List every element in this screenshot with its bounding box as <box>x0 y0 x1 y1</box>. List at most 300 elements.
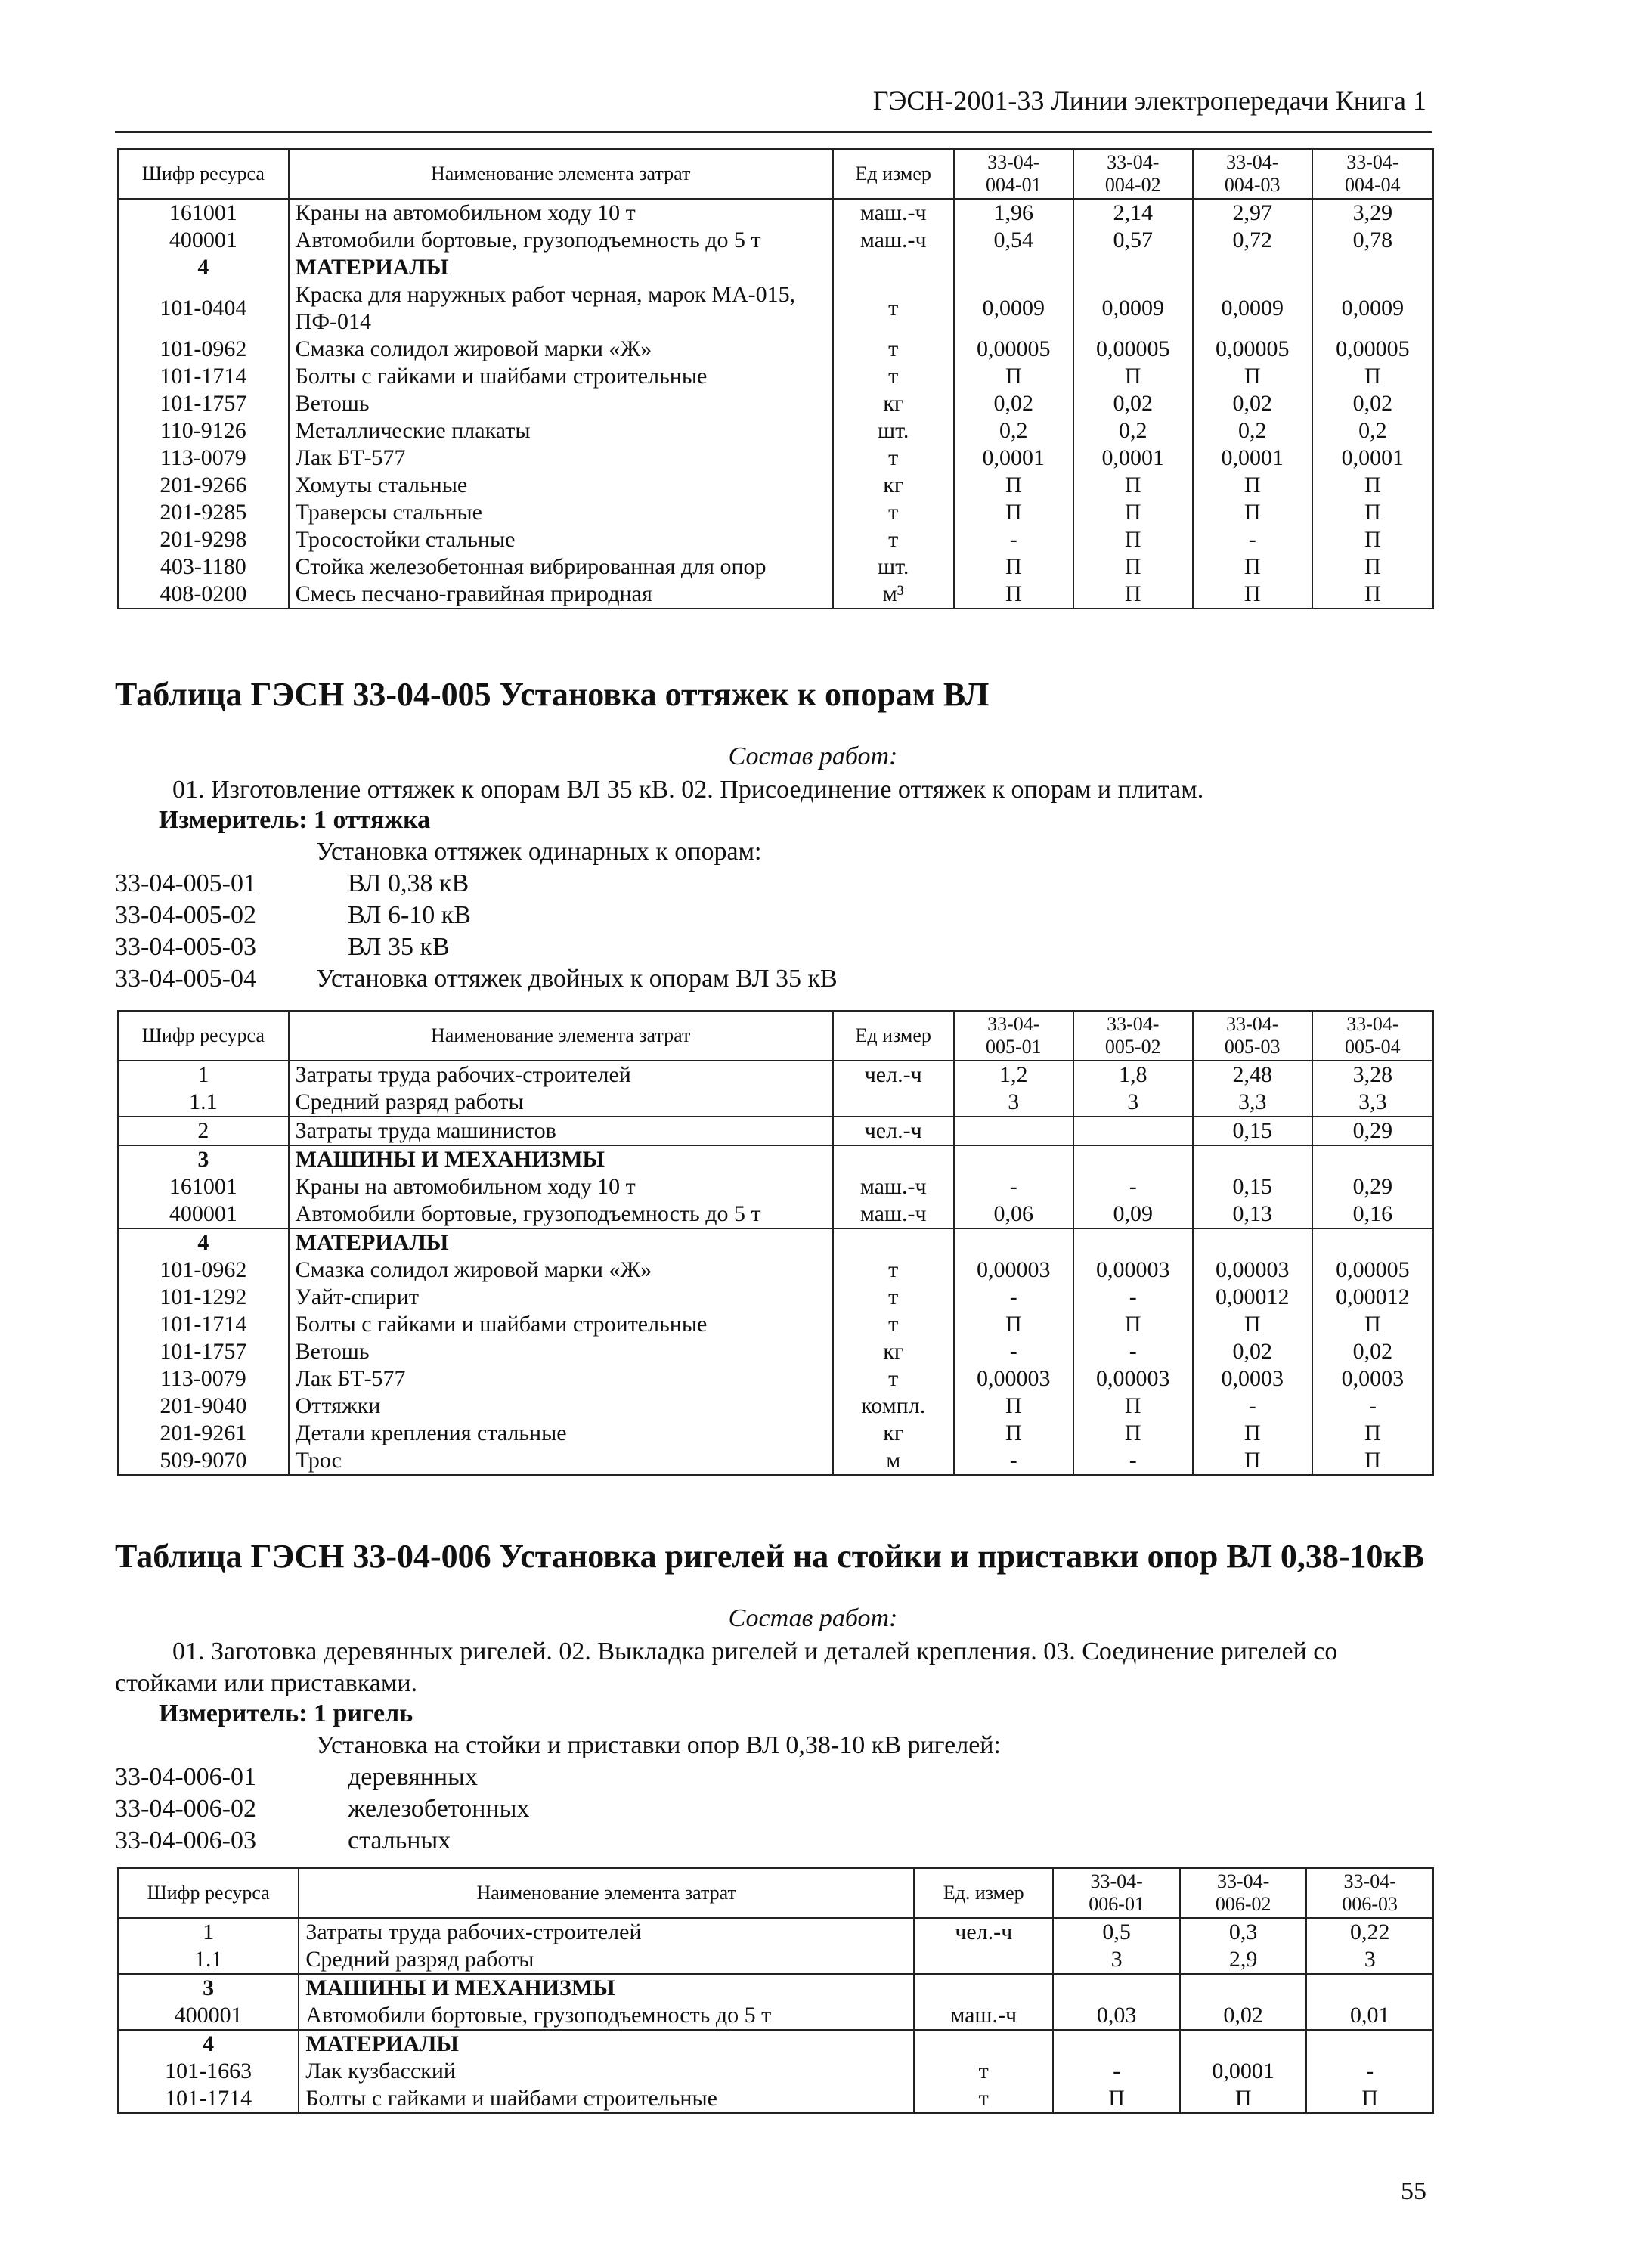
unit-cell: т <box>833 363 954 390</box>
value-cell: - <box>1073 1173 1193 1201</box>
resource-table-33-04-006 <box>117 1867 1434 2114</box>
value-cell: 0,22 <box>1306 1918 1433 1946</box>
resource-code-cell: 201-9261 <box>118 1420 289 1447</box>
value-cell: 3 <box>1053 1946 1180 1974</box>
unit-cell: т <box>833 281 954 336</box>
variant-text: Установка оттяжек двойных к опорам ВЛ 35 кВ <box>316 965 838 993</box>
cost-element-cell: Лак кузбасский <box>299 2058 914 2085</box>
value-cell: 0,0009 <box>1073 281 1193 336</box>
cost-element-cell: Детали крепления стальные <box>289 1420 833 1447</box>
value-cell: П <box>954 1420 1073 1447</box>
header-cost-element: Наименование элемента затрат <box>299 1868 914 1918</box>
value-cell: - <box>1073 1338 1193 1365</box>
resource-code-cell: 201-9285 <box>118 499 289 526</box>
value-cell: 3,29 <box>1312 199 1433 227</box>
resource-code-cell: 101-1714 <box>118 2085 299 2113</box>
value-cell: П <box>1312 1311 1433 1338</box>
value-cell: 0,02 <box>1073 390 1193 417</box>
value-cell: 0,0001 <box>1073 445 1193 472</box>
cost-element-cell: Хомуты стальные <box>289 472 833 499</box>
value-cell: П <box>1193 1420 1312 1447</box>
value-cell: 0,16 <box>1312 1201 1433 1228</box>
value-cell: П <box>1193 1447 1312 1475</box>
resource-code-cell: 3 <box>118 1145 289 1173</box>
header-rule <box>115 131 1432 133</box>
unit-cell: шт. <box>833 417 954 445</box>
value-cell: П <box>1073 363 1193 390</box>
variant-text: деревянных <box>348 1763 478 1791</box>
table-row <box>118 1089 1433 1117</box>
value-cell: 0,0009 <box>1312 281 1433 336</box>
table-row <box>118 336 1433 363</box>
cost-element-cell: Краска для наружных работ черная, марок МА-015, ПФ-014 <box>289 281 833 336</box>
value-cell: П <box>1073 472 1193 499</box>
value-cell: - <box>954 1338 1073 1365</box>
resource-code-cell: 113-0079 <box>118 1365 289 1393</box>
value-cell: 0,00005 <box>1193 336 1312 363</box>
value-cell: - <box>954 1447 1073 1475</box>
header-resource-code: Шифр ресурса <box>118 1011 289 1061</box>
work-composition-text: 01. Заготовка деревянных ригелей. 02. Выкладка ригелей и деталей крепления. 03. Соединение ригелей со <box>172 1637 1338 1665</box>
variant-text: железобетонных <box>348 1795 530 1823</box>
value-cell <box>1180 1974 1307 2002</box>
table-header-row <box>118 1011 1433 1061</box>
cost-element-cell: Болты с гайками и шайбами строительные <box>299 2085 914 2113</box>
resource-code-cell: 400001 <box>118 2002 299 2030</box>
value-cell: 0,78 <box>1312 227 1433 254</box>
cost-element-cell: Смазка солидол жировой марки «Ж» <box>289 1256 833 1284</box>
value-cell: 0,2 <box>954 417 1073 445</box>
cost-element-cell: Траверсы стальные <box>289 499 833 526</box>
value-cell: 0,0003 <box>1193 1365 1312 1393</box>
resource-code-cell: 1.1 <box>118 1089 289 1117</box>
value-cell: 0,15 <box>1193 1173 1312 1201</box>
table-row <box>118 2058 1433 2085</box>
unit-cell: компл. <box>833 1393 954 1420</box>
unit-cell: т <box>833 1365 954 1393</box>
table-row <box>118 1284 1433 1311</box>
value-cell: П <box>1073 499 1193 526</box>
cost-element-cell: Трос <box>289 1447 833 1475</box>
unit-cell <box>833 1145 954 1173</box>
table-row <box>118 1946 1433 1974</box>
value-cell: 2,9 <box>1180 1946 1307 1974</box>
resource-code-cell: 408-0200 <box>118 581 289 609</box>
variant-text: ВЛ 6-10 кВ <box>348 901 471 929</box>
table-row <box>118 1338 1433 1365</box>
header-norm-code: 33-04- 005-03 <box>1193 1011 1312 1061</box>
table-row <box>118 445 1433 472</box>
value-cell: П <box>954 1393 1073 1420</box>
value-cell: П <box>954 1311 1073 1338</box>
variant-code: 33-04-005-04 <box>115 965 256 993</box>
resource-code-cell: 101-0962 <box>118 1256 289 1284</box>
variant-text: ВЛ 0,38 кВ <box>348 869 469 897</box>
value-cell: П <box>954 363 1073 390</box>
value-cell: 3,28 <box>1312 1061 1433 1089</box>
value-cell: П <box>954 499 1073 526</box>
cost-element-cell: Краны на автомобильном ходу 10 т <box>289 1173 833 1201</box>
section-row <box>118 1974 1433 2002</box>
work-composition-label: Состав работ: <box>728 1604 898 1632</box>
value-cell <box>1193 1145 1312 1173</box>
value-cell: П <box>1193 472 1312 499</box>
cost-element-cell: МАТЕРИАЛЫ <box>289 1228 833 1256</box>
cost-element-cell: Болты с гайками и шайбами строительные <box>289 1311 833 1338</box>
value-cell: П <box>1180 2085 1307 2113</box>
cost-element-cell: Лак БТ-577 <box>289 1365 833 1393</box>
table-row <box>118 2085 1433 2113</box>
unit-cell: кг <box>833 1338 954 1365</box>
value-cell: П <box>1312 1420 1433 1447</box>
resource-table-33-04-004 <box>117 148 1434 609</box>
header-norm-code: 33-04- 005-01 <box>954 1011 1073 1061</box>
resource-code-cell: 3 <box>118 1974 299 2002</box>
header-unit: Ед измер <box>833 149 954 199</box>
unit-cell <box>914 1946 1053 1974</box>
resource-code-cell: 101-1663 <box>118 2058 299 2085</box>
cost-element-cell: МАШИНЫ И МЕХАНИЗМЫ <box>289 1145 833 1173</box>
table-header-row <box>118 149 1433 199</box>
unit-cell <box>914 2030 1053 2058</box>
table-row <box>118 499 1433 526</box>
value-cell <box>1193 254 1312 281</box>
value-cell: 0,0001 <box>1193 445 1312 472</box>
value-cell: 0,0009 <box>1193 281 1312 336</box>
resource-code-cell: 110-9126 <box>118 417 289 445</box>
unit-cell: т <box>833 336 954 363</box>
unit-cell: м <box>833 1447 954 1475</box>
resource-code-cell: 161001 <box>118 1173 289 1201</box>
value-cell: 0,0003 <box>1312 1365 1433 1393</box>
value-cell: 0,01 <box>1306 2002 1433 2030</box>
variant-text: ВЛ 35 кВ <box>348 933 450 961</box>
resource-code-cell: 201-9266 <box>118 472 289 499</box>
value-cell: 0,13 <box>1193 1201 1312 1228</box>
value-cell: 0,00005 <box>1073 336 1193 363</box>
cost-element-cell: Стойка железобетонная вибрированная для опор <box>289 553 833 581</box>
cost-element-cell: Оттяжки <box>289 1393 833 1420</box>
value-cell: П <box>1306 2085 1433 2113</box>
unit-cell: т <box>914 2085 1053 2113</box>
value-cell: 0,02 <box>1193 390 1312 417</box>
table-row <box>118 472 1433 499</box>
value-cell: 3 <box>1073 1089 1193 1117</box>
value-cell: П <box>1193 581 1312 609</box>
table-row <box>118 390 1433 417</box>
value-cell <box>954 1117 1073 1145</box>
cost-element-cell: Автомобили бортовые, грузоподъемность до 5 т <box>299 2002 914 2030</box>
resource-code-cell: 1 <box>118 1918 299 1946</box>
value-cell: 0,0001 <box>1180 2058 1307 2085</box>
unit-cell: маш.-ч <box>833 199 954 227</box>
value-cell: - <box>1053 2058 1180 2085</box>
unit-cell <box>833 1228 954 1256</box>
table-row <box>118 1311 1433 1338</box>
table-row <box>118 1420 1433 1447</box>
resource-code-cell: 101-0962 <box>118 336 289 363</box>
resource-code-cell: 101-1292 <box>118 1284 289 1311</box>
resource-code-cell: 101-1757 <box>118 390 289 417</box>
value-cell <box>1312 1228 1433 1256</box>
table-row <box>118 526 1433 553</box>
resource-code-cell: 101-0404 <box>118 281 289 336</box>
value-cell: П <box>954 553 1073 581</box>
section-title: Таблица ГЭСН 33-04-005 Установка оттяжек к опорам ВЛ <box>115 676 990 713</box>
cost-element-cell: Средний разряд работы <box>299 1946 914 1974</box>
table-row <box>118 581 1433 609</box>
table-row <box>118 1365 1433 1393</box>
unit-cell: т <box>833 526 954 553</box>
header-norm-code: 33-04- 004-01 <box>954 149 1073 199</box>
cost-element-cell: Затраты труда машинистов <box>289 1117 833 1145</box>
value-cell: 0,15 <box>1193 1117 1312 1145</box>
value-cell <box>1073 254 1193 281</box>
value-cell: П <box>1193 553 1312 581</box>
value-cell: 0,00003 <box>954 1365 1073 1393</box>
variant-code: 33-04-005-02 <box>115 901 256 929</box>
value-cell: 1,2 <box>954 1061 1073 1089</box>
value-cell <box>954 1228 1073 1256</box>
cost-element-cell: Автомобили бортовые, грузоподъемность до 5 т <box>289 227 833 254</box>
variant-code: 33-04-006-02 <box>115 1795 256 1823</box>
table-row <box>118 363 1433 390</box>
cost-element-cell: Болты с гайками и шайбами строительные <box>289 363 833 390</box>
running-header: ГЭСН-2001-33 Линии электропередачи Книга 1 <box>872 85 1426 116</box>
table-header-row <box>118 1868 1433 1918</box>
value-cell: 0,00005 <box>1312 336 1433 363</box>
value-cell: 0,57 <box>1073 227 1193 254</box>
work-composition-label: Состав работ: <box>728 742 898 770</box>
value-cell <box>1073 1228 1193 1256</box>
table-row <box>118 1393 1433 1420</box>
resource-code-cell: 1.1 <box>118 1946 299 1974</box>
work-composition-text: стойками или приставками. <box>115 1669 418 1697</box>
value-cell: П <box>1073 1393 1193 1420</box>
header-cost-element: Наименование элемента затрат <box>289 149 833 199</box>
header-resource-code: Шифр ресурса <box>118 1868 299 1918</box>
section-row <box>118 1145 1433 1173</box>
value-cell: - <box>1073 1447 1193 1475</box>
value-cell: П <box>1312 1447 1433 1475</box>
resource-code-cell: 4 <box>118 2030 299 2058</box>
value-cell <box>1053 1974 1180 2002</box>
value-cell: 3 <box>954 1089 1073 1117</box>
page-number: 55 <box>1401 2177 1426 2205</box>
resource-code-cell: 2 <box>118 1117 289 1145</box>
table-row <box>118 1918 1433 1946</box>
value-cell: 0,02 <box>1180 2002 1307 2030</box>
table-row <box>118 199 1433 227</box>
value-cell <box>1306 2030 1433 2058</box>
value-cell: П <box>954 472 1073 499</box>
value-cell: П <box>1193 499 1312 526</box>
value-cell: 0,54 <box>954 227 1073 254</box>
unit-cell: маш.-ч <box>833 1173 954 1201</box>
table-row <box>118 1117 1433 1145</box>
value-cell <box>1073 1117 1193 1145</box>
value-cell <box>1073 1145 1193 1173</box>
variant-code: 33-04-005-01 <box>115 869 256 897</box>
unit-cell: маш.-ч <box>833 1201 954 1228</box>
unit-cell <box>833 254 954 281</box>
unit-cell: маш.-ч <box>833 227 954 254</box>
header-norm-code: 33-04- 004-04 <box>1312 149 1433 199</box>
value-cell: 0,00003 <box>1073 1365 1193 1393</box>
value-cell <box>1306 1974 1433 2002</box>
value-cell: 0,2 <box>1312 417 1433 445</box>
value-cell: 0,00012 <box>1193 1284 1312 1311</box>
value-cell: - <box>1193 526 1312 553</box>
resource-code-cell: 4 <box>118 1228 289 1256</box>
value-cell: - <box>954 1284 1073 1311</box>
value-cell: 0,02 <box>1312 390 1433 417</box>
variant-text: стальных <box>348 1826 451 1854</box>
header-norm-code: 33-04- 005-02 <box>1073 1011 1193 1061</box>
value-cell: П <box>1053 2085 1180 2113</box>
table-row <box>118 1256 1433 1284</box>
unit-cell: т <box>833 1311 954 1338</box>
unit-cell: м³ <box>833 581 954 609</box>
value-cell: П <box>1073 1420 1193 1447</box>
value-cell: П <box>1073 553 1193 581</box>
header-unit: Ед. измер <box>914 1868 1053 1918</box>
header-unit: Ед измер <box>833 1011 954 1061</box>
table-row <box>118 1173 1433 1201</box>
unit-cell: чел.-ч <box>914 1918 1053 1946</box>
unit-cell: т <box>833 499 954 526</box>
variant-code: 33-04-006-03 <box>115 1826 256 1854</box>
resource-code-cell: 400001 <box>118 1201 289 1228</box>
cost-element-cell: Ветошь <box>289 390 833 417</box>
value-cell: П <box>1073 526 1193 553</box>
table-row <box>118 281 1433 336</box>
variants-lead: Установка оттяжек одинарных к опорам: <box>316 838 762 866</box>
value-cell: 0,72 <box>1193 227 1312 254</box>
value-cell: 0,0001 <box>1312 445 1433 472</box>
table-row <box>118 1061 1433 1089</box>
measurement-unit: Измеритель: 1 оттяжка <box>159 806 431 834</box>
header-resource-code: Шифр ресурса <box>118 149 289 199</box>
header-norm-code: 33-04- 005-04 <box>1312 1011 1433 1061</box>
value-cell: П <box>1073 581 1193 609</box>
resource-code-cell: 1 <box>118 1061 289 1089</box>
resource-code-cell: 113-0079 <box>118 445 289 472</box>
value-cell: П <box>1312 581 1433 609</box>
value-cell: 1,8 <box>1073 1061 1193 1089</box>
value-cell: 3,3 <box>1312 1089 1433 1117</box>
cost-element-cell: МАТЕРИАЛЫ <box>299 2030 914 2058</box>
resource-code-cell: 400001 <box>118 227 289 254</box>
unit-cell: т <box>833 1284 954 1311</box>
table-row <box>118 417 1433 445</box>
variant-code: 33-04-006-01 <box>115 1763 256 1791</box>
value-cell: 0,29 <box>1312 1117 1433 1145</box>
header-norm-code: 33-04- 006-03 <box>1306 1868 1433 1918</box>
value-cell: П <box>1193 1311 1312 1338</box>
value-cell: П <box>1312 553 1433 581</box>
value-cell: - <box>954 526 1073 553</box>
value-cell <box>954 1145 1073 1173</box>
unit-cell: чел.-ч <box>833 1117 954 1145</box>
header-norm-code: 33-04- 006-02 <box>1180 1868 1307 1918</box>
value-cell: 0,02 <box>1193 1338 1312 1365</box>
cost-element-cell: Краны на автомобильном ходу 10 т <box>289 199 833 227</box>
value-cell: 3 <box>1306 1946 1433 1974</box>
resource-code-cell: 101-1757 <box>118 1338 289 1365</box>
value-cell: П <box>1312 363 1433 390</box>
value-cell: 0,00012 <box>1312 1284 1433 1311</box>
cost-element-cell: МАТЕРИАЛЫ <box>289 254 833 281</box>
value-cell: П <box>1312 499 1433 526</box>
table-row <box>118 227 1433 254</box>
value-cell: 0,00005 <box>954 336 1073 363</box>
value-cell: 0,00005 <box>1312 1256 1433 1284</box>
value-cell: 0,00003 <box>1193 1256 1312 1284</box>
cost-element-cell: Уайт-спирит <box>289 1284 833 1311</box>
unit-cell: кг <box>833 1420 954 1447</box>
value-cell: 0,2 <box>1193 417 1312 445</box>
section-row <box>118 2030 1433 2058</box>
variants-lead: Установка на стойки и приставки опор ВЛ 0,38-10 кВ ригелей: <box>316 1731 1001 1759</box>
cost-element-cell: Лак БТ-577 <box>289 445 833 472</box>
header-norm-code: 33-04- 004-02 <box>1073 149 1193 199</box>
value-cell: 1,96 <box>954 199 1073 227</box>
value-cell: 0,00003 <box>954 1256 1073 1284</box>
value-cell: 0,29 <box>1312 1173 1433 1201</box>
value-cell <box>1193 1228 1312 1256</box>
value-cell: П <box>1312 472 1433 499</box>
header-norm-code: 33-04- 004-03 <box>1193 149 1312 199</box>
value-cell: 0,0001 <box>954 445 1073 472</box>
table-row <box>118 1447 1433 1475</box>
work-composition-text: 01. Изготовление оттяжек к опорам ВЛ 35 кВ. 02. Присоединение оттяжек к опорам и плитам. <box>172 776 1204 804</box>
value-cell: 0,02 <box>1312 1338 1433 1365</box>
unit-cell: чел.-ч <box>833 1061 954 1089</box>
unit-cell: кг <box>833 472 954 499</box>
resource-code-cell: 403-1180 <box>118 553 289 581</box>
value-cell: 0,09 <box>1073 1201 1193 1228</box>
resource-code-cell: 509-9070 <box>118 1447 289 1475</box>
value-cell: 0,0009 <box>954 281 1073 336</box>
value-cell <box>1053 2030 1180 2058</box>
value-cell: П <box>954 581 1073 609</box>
cost-element-cell: Тросостойки стальные <box>289 526 833 553</box>
cost-element-cell: Смесь песчано-гравийная природная <box>289 581 833 609</box>
value-cell: 2,14 <box>1073 199 1193 227</box>
cost-element-cell: Ветошь <box>289 1338 833 1365</box>
value-cell: 0,2 <box>1073 417 1193 445</box>
variant-code: 33-04-005-03 <box>115 933 256 961</box>
value-cell: П <box>1312 526 1433 553</box>
value-cell: - <box>954 1173 1073 1201</box>
unit-cell: т <box>833 1256 954 1284</box>
cost-element-cell: Затраты труда рабочих-строителей <box>299 1918 914 1946</box>
value-cell: П <box>1073 1311 1193 1338</box>
unit-cell: т <box>833 445 954 472</box>
table-row <box>118 1201 1433 1228</box>
value-cell: - <box>1306 2058 1433 2085</box>
value-cell: 0,03 <box>1053 2002 1180 2030</box>
unit-cell: кг <box>833 390 954 417</box>
unit-cell: т <box>914 2058 1053 2085</box>
table-row <box>118 2002 1433 2030</box>
resource-code-cell: 161001 <box>118 199 289 227</box>
cost-element-cell: Средний разряд работы <box>289 1089 833 1117</box>
resource-code-cell: 101-1714 <box>118 1311 289 1338</box>
resource-code-cell: 201-9040 <box>118 1393 289 1420</box>
cost-element-cell: Металлические плакаты <box>289 417 833 445</box>
